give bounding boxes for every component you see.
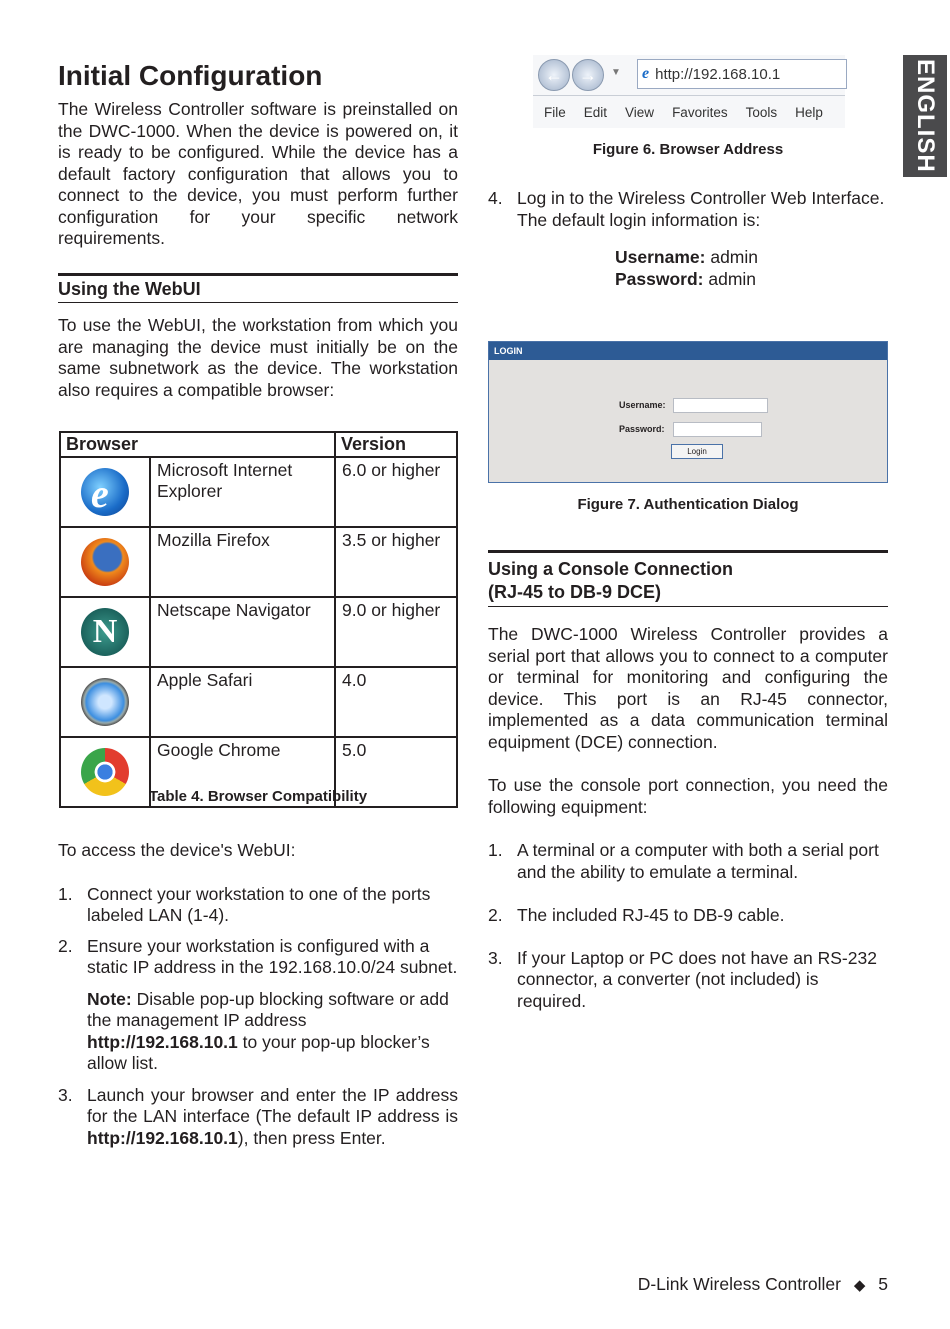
safari-icon — [81, 678, 129, 726]
console-equipment-paragraph: To use the console port connection, you need the following equipment: — [488, 775, 888, 817]
menu-file[interactable]: File — [544, 105, 566, 120]
internet-explorer-icon: e — [81, 468, 129, 516]
table-caption: Table 4. Browser Compatibility — [148, 788, 368, 805]
table-row — [60, 667, 457, 737]
menu-bar — [544, 105, 841, 120]
list-item: 1. A terminal or a computer with both a serial port and the ability to emulate a terminal. — [488, 840, 879, 882]
browser-version: 6.0 or higher — [335, 457, 457, 527]
note: Note: Disable pop-up blocking software or add the management IP address http://192.168.10.1 to your pop-up blocker’s allow list. — [87, 988, 449, 1073]
table-row — [60, 527, 457, 597]
header-browser: Browser — [60, 432, 335, 457]
language-tab: ENGLISH — [903, 55, 947, 177]
list-item: 2. Ensure your workstation is configured with a static IP address in the 192.168.10.0/24 subnet. — [58, 935, 458, 977]
webui-paragraph: To use the WebUI, the workstation from which you are managing the device must initially be on the same subnetwork as the device. The workstation also requires a compatible browser: — [58, 315, 458, 400]
figure7-caption: Figure 7. Authentication Dialog — [577, 496, 799, 513]
menu-tools[interactable]: Tools — [745, 105, 778, 120]
login-button[interactable]: Login — [671, 444, 723, 459]
url-text: http://192.168.10.1 — [655, 65, 781, 83]
list-item: 3. Launch your browser and enter the IP address for the LAN interface (The default IP address is http://192.168.10.1), then press Enter. — [58, 1084, 458, 1148]
browser-name: Mozilla Firefox — [150, 527, 335, 597]
firefox-icon — [81, 538, 129, 586]
table-row — [60, 597, 457, 667]
menu-favorites[interactable]: Favorites — [672, 105, 728, 120]
browser-address-figure — [533, 55, 845, 128]
page-number: 5 — [878, 1274, 888, 1294]
menu-view[interactable]: View — [625, 105, 655, 120]
page-footer: D-Link Wireless Controller ◆ 5 — [637, 1274, 888, 1294]
login-dialog — [488, 341, 888, 483]
browser-version: 9.0 or higher — [335, 597, 457, 667]
browser-version: 4.0 — [335, 667, 457, 737]
back-icon[interactable]: ← — [538, 59, 570, 91]
intro-paragraph: The Wireless Controller software is preinstalled on the DWC-1000. When the device is powered on, it is ready to be configured. While the device has a default factory configuration that allows you to connect to the device, you must perform further configuration for your specific network requirements. — [58, 99, 458, 248]
dropdown-icon[interactable]: ▼ — [611, 67, 621, 78]
list-item: 4. Log in to the Wireless Controller Web Interface. The default login information is: — [488, 188, 885, 230]
figure6-caption: Figure 6. Browser Address — [592, 141, 784, 158]
browser-name: Netscape Navigator — [150, 597, 335, 667]
menu-help[interactable]: Help — [795, 105, 823, 120]
default-credentials: Username: admin Password: admin — [615, 247, 758, 289]
browser-name: Apple Safari — [150, 667, 335, 737]
password-label: Password: — [619, 424, 665, 434]
browser-version: 5.0 — [335, 737, 457, 807]
username-input[interactable] — [673, 398, 768, 413]
browser-name: Microsoft Internet Explorer — [150, 457, 335, 527]
browser-table — [59, 431, 458, 808]
section-heading-webui: Using the WebUI — [58, 273, 458, 303]
ie-page-icon: e — [642, 65, 650, 82]
page-title: Initial Configuration — [58, 60, 323, 91]
access-intro: To access the device's WebUI: — [58, 840, 296, 860]
list-item: 2. The included RJ-45 to DB-9 cable. — [488, 905, 785, 925]
browser-name: Google Chrome — [150, 737, 335, 807]
login-title: LOGIN — [489, 342, 887, 360]
password-input[interactable] — [673, 422, 762, 437]
username-label: Username: — [619, 400, 666, 410]
list-item: 3. If your Laptop or PC does not have an RS-232 connector, a converter (not included) is required. — [488, 947, 877, 1011]
console-paragraph: The DWC-1000 Wireless Controller provides a serial port that allows you to connect to a computer or terminal for monitoring and configuring the device. This port is an RJ-45 connector, implemented as a data communication terminal equipment (DCE) connection. — [488, 624, 888, 752]
netscape-icon: N — [81, 608, 129, 656]
browser-version: 3.5 or higher — [335, 527, 457, 597]
header-version: Version — [335, 432, 457, 457]
address-bar[interactable] — [637, 59, 847, 89]
list-item: 1. Connect your workstation to one of the ports labeled LAN (1-4). — [58, 883, 431, 925]
table-row — [60, 457, 457, 527]
diamond-icon: ◆ — [853, 1277, 866, 1294]
forward-icon[interactable]: → — [572, 59, 604, 91]
section-heading-console: Using a Console Connection (RJ-45 to DB-9 DCE) — [488, 550, 888, 607]
menu-edit[interactable]: Edit — [583, 105, 608, 120]
